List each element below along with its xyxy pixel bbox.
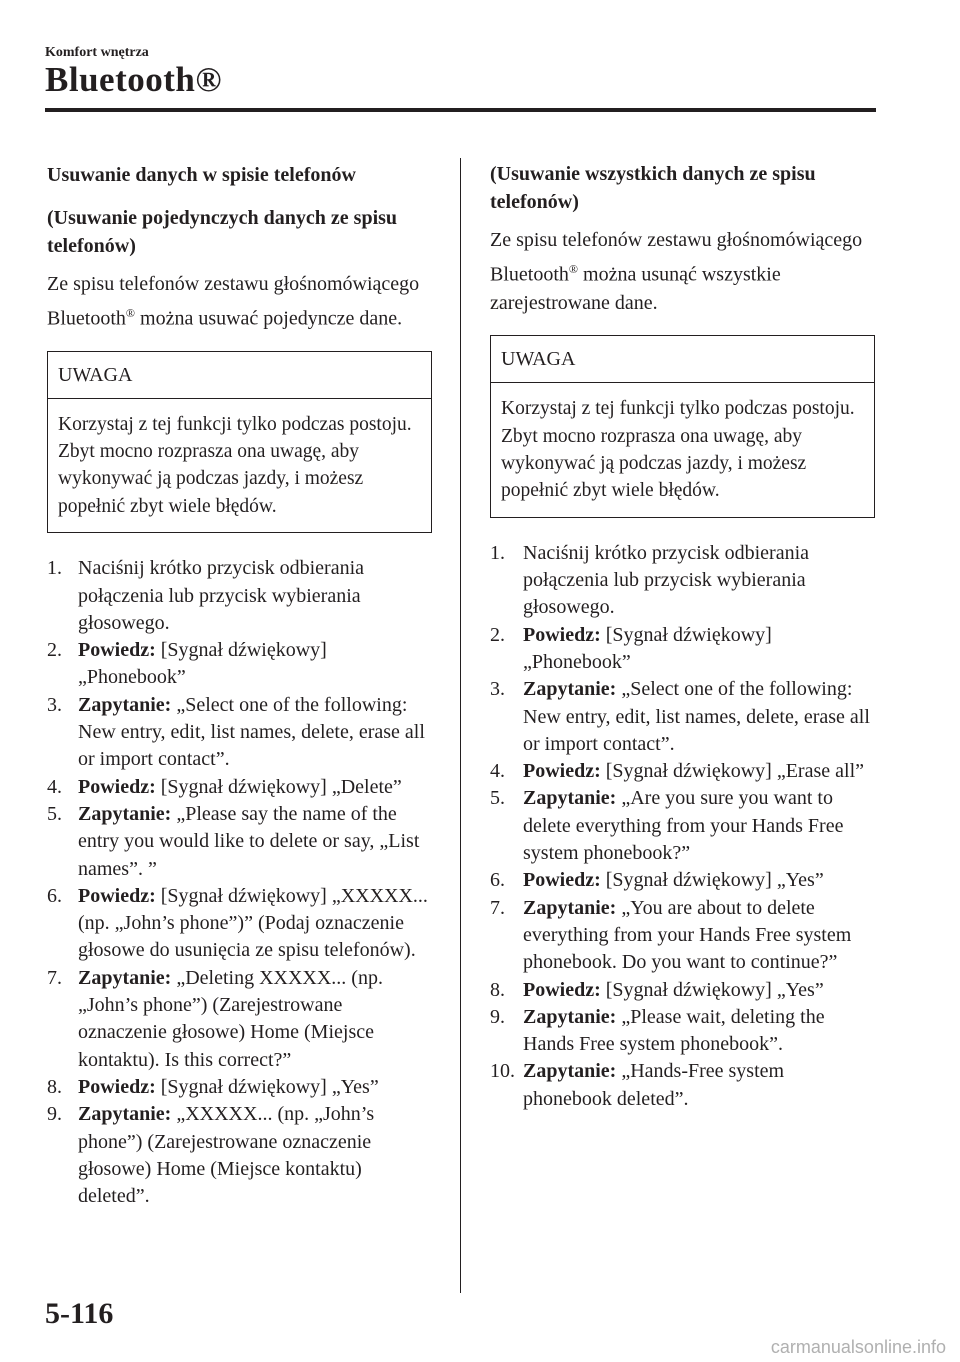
registered-mark: ® — [568, 261, 579, 276]
step-item: 9. Zapytanie: „Please wait, deleting the Hands Free system phonebook”. — [490, 1005, 825, 1056]
step-item: 5. Zapytanie: „Please say the name of the entry you would like to delete or say, „List names”. ” — [47, 802, 420, 880]
steps-list — [47, 555, 432, 1210]
intro-text-end: można usunąć wszystkie zarejestrowane dane. — [490, 263, 781, 314]
note-body: Korzystaj z tej funkcji tylko podczas postoju. Zbyt mocno rozprasza ona uwagę, aby wykonywać ją podczas jazdy, i możesz popełnić zbyt wiele błędów. — [501, 398, 855, 502]
note-box — [47, 351, 432, 534]
watermark: carmanualsonline.info — [770, 1337, 946, 1357]
note-body: Korzystaj z tej funkcji tylko podczas postoju. Zbyt mocno rozprasza ona uwagę, aby wykonywać ją podczas jazdy, i możesz popełnić zbyt wiele błędów. — [58, 413, 412, 517]
step-item: 7. Zapytanie: „Deleting XXXXX... (np. „John’s phone”) (Zarejestrowane oznaczenie głosowe) Home (Miejsce kontaktu). Is this correct?” — [47, 966, 383, 1071]
step-item: 1. Naciśnij krótko przycisk odbierania połączenia lub przycisk wybierania głosowego. — [490, 541, 810, 619]
step-item: 8. Powiedz: [Sygnał dźwiękowy] „Yes” — [490, 978, 824, 1001]
page-title: Bluetooth® — [45, 60, 222, 99]
column-divider — [460, 158, 461, 1293]
page-number: 5-116 — [45, 1297, 114, 1330]
step-item: 8. Powiedz: [Sygnał dźwiękowy] „Yes” — [47, 1075, 379, 1098]
note-box — [490, 335, 875, 518]
section-label: Komfort wnętrza — [45, 45, 149, 60]
step-item: 10. Zapytanie: „Hands-Free system phonebook deleted”. — [490, 1060, 785, 1110]
intro-text: Ze spisu telefonów zestawu głośnomówiącego Bluetooth — [490, 229, 863, 286]
intro-paragraph — [490, 226, 875, 317]
step-item: 2. Powiedz: [Sygnał dźwiękowy] „Phonebook” — [47, 639, 327, 689]
step-item: 1. Naciśnij krótko przycisk odbierania połączenia lub przycisk wybierania głosowego. — [47, 557, 365, 634]
note-title: UWAGA — [48, 352, 431, 399]
title-rule — [45, 108, 876, 112]
step-item: 9. Zapytanie: „XXXXX... (np. „John’s phone”) (Zarejestrowane oznaczenie głosowe) Home (Miejsce kontaktu) deleted”. — [47, 1103, 375, 1208]
step-item: 5. Zapytanie: „Are you sure you want to delete everything from your Hands Free system phonebook?” — [490, 787, 844, 865]
left-column — [47, 160, 432, 1210]
step-item: 7. Zapytanie: „You are about to delete everything from your Hands Free system phonebook. Do you want to continue?” — [490, 896, 852, 974]
step-item: 6. Powiedz: [Sygnał dźwiękowy] „XXXXX... (np. „John’s phone”)” (Podaj oznaczenie głosowe do usunięcia ze spisu telefonów). — [47, 884, 428, 962]
section-heading: Usuwanie danych w spisie telefonów — [47, 164, 356, 186]
step-item: 6. Powiedz: [Sygnał dźwiękowy] „Yes” — [490, 869, 824, 892]
step-item: 3. Zapytanie: „Select one of the following: New entry, edit, list names, delete, erase all or import contact”. — [47, 693, 425, 771]
right-column — [490, 160, 875, 1113]
intro-text: Ze spisu telefonów zestawu głośnomówiącego Bluetooth — [47, 273, 420, 330]
intro-text-end: można usuwać pojedyncze dane. — [135, 307, 403, 330]
subheading-delete-all: (Usuwanie wszystkich danych ze spisu telefonów) — [490, 163, 816, 213]
step-item: 4. Powiedz: [Sygnał dźwiękowy] „Erase all” — [490, 760, 864, 783]
steps-list — [490, 540, 875, 1113]
registered-mark: ® — [125, 305, 136, 320]
note-title: UWAGA — [491, 336, 874, 383]
step-item: 4. Powiedz: [Sygnał dźwiękowy] „Delete” — [47, 775, 402, 798]
step-item: 2. Powiedz: [Sygnał dźwiękowy] „Phonebook” — [490, 623, 772, 673]
step-item: 3. Zapytanie: „Select one of the following: New entry, edit, list names, delete, erase all or import contact”. — [490, 678, 870, 755]
subheading-single-delete: (Usuwanie pojedynczych danych ze spisu telefonów) — [47, 207, 398, 257]
intro-paragraph — [47, 270, 432, 333]
